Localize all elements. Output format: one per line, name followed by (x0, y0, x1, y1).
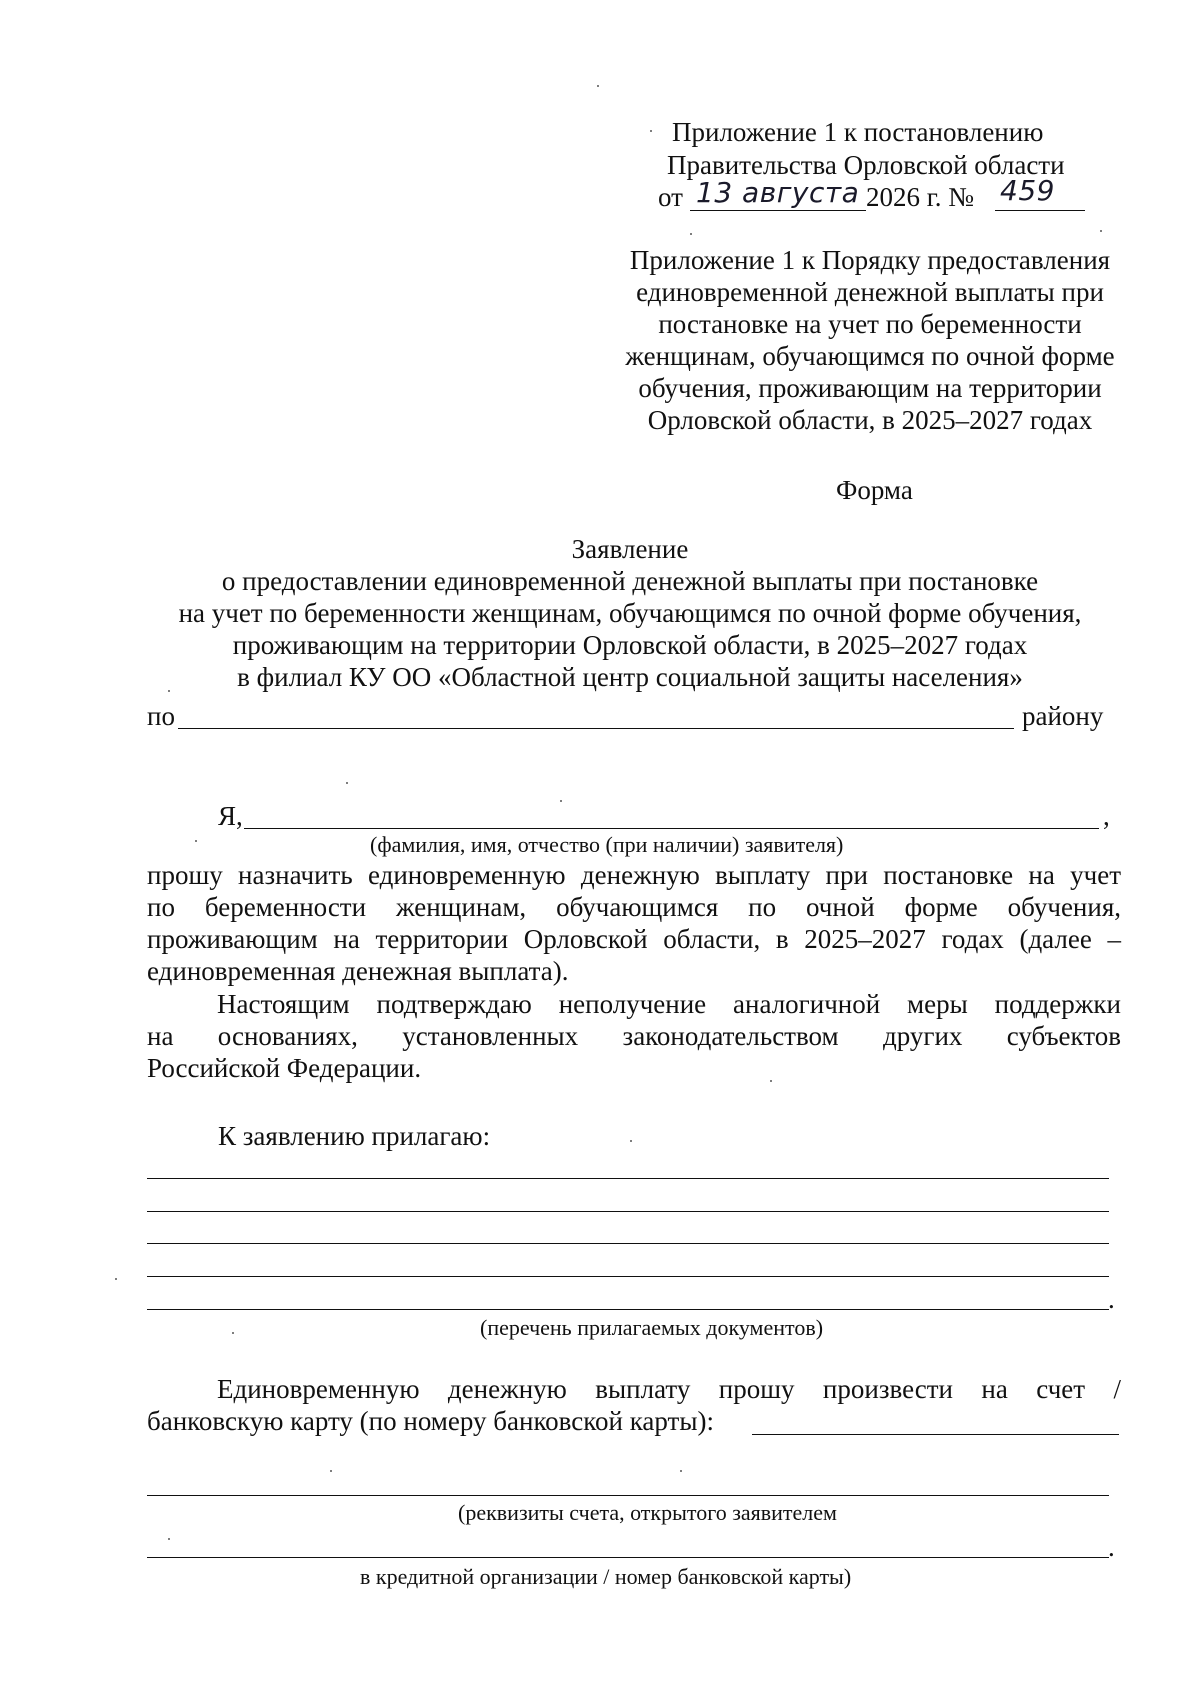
scan-speck (650, 130, 652, 132)
title-heading: Заявление (571, 534, 689, 564)
scan-speck (115, 1278, 117, 1280)
scan-speck (330, 1470, 332, 1472)
attachment-line-1[interactable] (147, 1178, 1109, 1179)
scan-speck (346, 782, 348, 784)
body-line: на основаниях, установленных законодательством других субъектов (147, 1021, 1121, 1051)
attachments-caption: (перечень прилагаемых документов) (480, 1315, 824, 1340)
title-line: в филиал КУ ОО «Областной центр социальной защиты населения» (237, 662, 1023, 692)
body-line: Российской Федерации. (147, 1053, 422, 1083)
scan-speck (770, 1080, 772, 1082)
order-header (600, 244, 1140, 436)
title-line: о предоставлении единовременной денежной выплаты при постановке (221, 566, 1039, 596)
scan-speck (195, 840, 197, 842)
decree-number-underline (995, 210, 1085, 211)
decree-number-handwritten: 459 (1000, 174, 1055, 207)
decree-date-underline (690, 210, 866, 211)
payment-end-mark: . (1108, 1532, 1115, 1562)
scan-speck (690, 233, 692, 235)
decree-header-line1: Приложение 1 к постановлению (672, 117, 1044, 147)
attachment-line-4[interactable] (147, 1276, 1109, 1277)
title-line: на учет по беременности женщинам, обучающимся по очной форме обучения, (178, 598, 1082, 628)
scan-speck (1100, 230, 1102, 232)
scan-speck (630, 1140, 632, 1142)
district-suffix: району (1022, 701, 1104, 731)
payment-paragraph (147, 1373, 1121, 1405)
order-header-line: постановке на учет по беременности (658, 309, 1082, 339)
attachment-line-3[interactable] (147, 1243, 1109, 1244)
scan-speck (597, 85, 599, 87)
account-details-field[interactable] (147, 1495, 1109, 1496)
order-header-line: обучения, проживающим на территории (638, 373, 1102, 403)
order-header-line: женщинам, обучающимся по очной форме (625, 341, 1115, 371)
form-label: Форма (836, 475, 913, 505)
order-header-line: единовременной денежной выплаты при (636, 277, 1104, 307)
title-line: проживающим на территории Орловской области, в 2025–2027 годах (232, 630, 1028, 660)
district-field[interactable] (178, 728, 1014, 729)
attachment-line-2[interactable] (147, 1211, 1109, 1212)
district-prefix: по (147, 701, 175, 731)
payment-line-2: банковскую карту (по номеру банковской карты): (147, 1406, 714, 1436)
attachments-end-mark: . (1108, 1284, 1115, 1314)
scan-speck (168, 1538, 170, 1540)
scan-speck (168, 690, 170, 692)
body-line: Настоящим подтверждаю неполучение аналогичной меры поддержки (217, 989, 1121, 1019)
scan-speck (232, 1332, 234, 1334)
scan-speck (560, 800, 562, 802)
body-line: единовременная денежная выплата). (147, 956, 569, 986)
payment-line-1: Единовременную денежную выплату прошу произвести на счет / (217, 1374, 1121, 1404)
order-header-line: Орловской области, в 2025–2027 годах (647, 405, 1093, 435)
application-title (140, 533, 1120, 693)
order-header-line: Приложение 1 к Порядку предоставления (629, 245, 1111, 275)
applicant-name-field[interactable] (244, 828, 1099, 829)
body-paragraph-2 (147, 988, 1121, 1084)
scan-speck (680, 1470, 682, 1472)
body-line: по беременности женщинам, обучающимся по очной форме обучения, (147, 892, 1121, 922)
body-line: проживающим на территории Орловской области, в 2025–2027 годах (далее – (147, 924, 1121, 954)
decree-date-prefix: от (658, 182, 683, 212)
applicant-suffix: , (1103, 801, 1110, 831)
decree-header-line2: Правительства Орловской области (667, 150, 1065, 180)
applicant-caption: (фамилия, имя, отчество (при наличии) заявителя) (370, 832, 844, 857)
credit-org-field[interactable] (147, 1557, 1109, 1558)
payment-caption-2: в кредитной организации / номер банковской карты) (360, 1564, 852, 1589)
decree-date-handwritten: 13 августа (696, 176, 860, 209)
attachment-line-5[interactable] (147, 1309, 1109, 1310)
decree-year: 2026 г. № (866, 182, 975, 212)
bank-card-field[interactable] (752, 1434, 1119, 1435)
payment-caption-1: (реквизиты счета, открытого заявителем (458, 1500, 837, 1525)
body-line: прошу назначить единовременную денежную выплату при постановке на учет (147, 860, 1121, 890)
body-paragraph-1 (147, 859, 1121, 987)
attachments-label: К заявлению прилагаю: (218, 1121, 491, 1151)
applicant-prefix: Я, (218, 801, 243, 831)
